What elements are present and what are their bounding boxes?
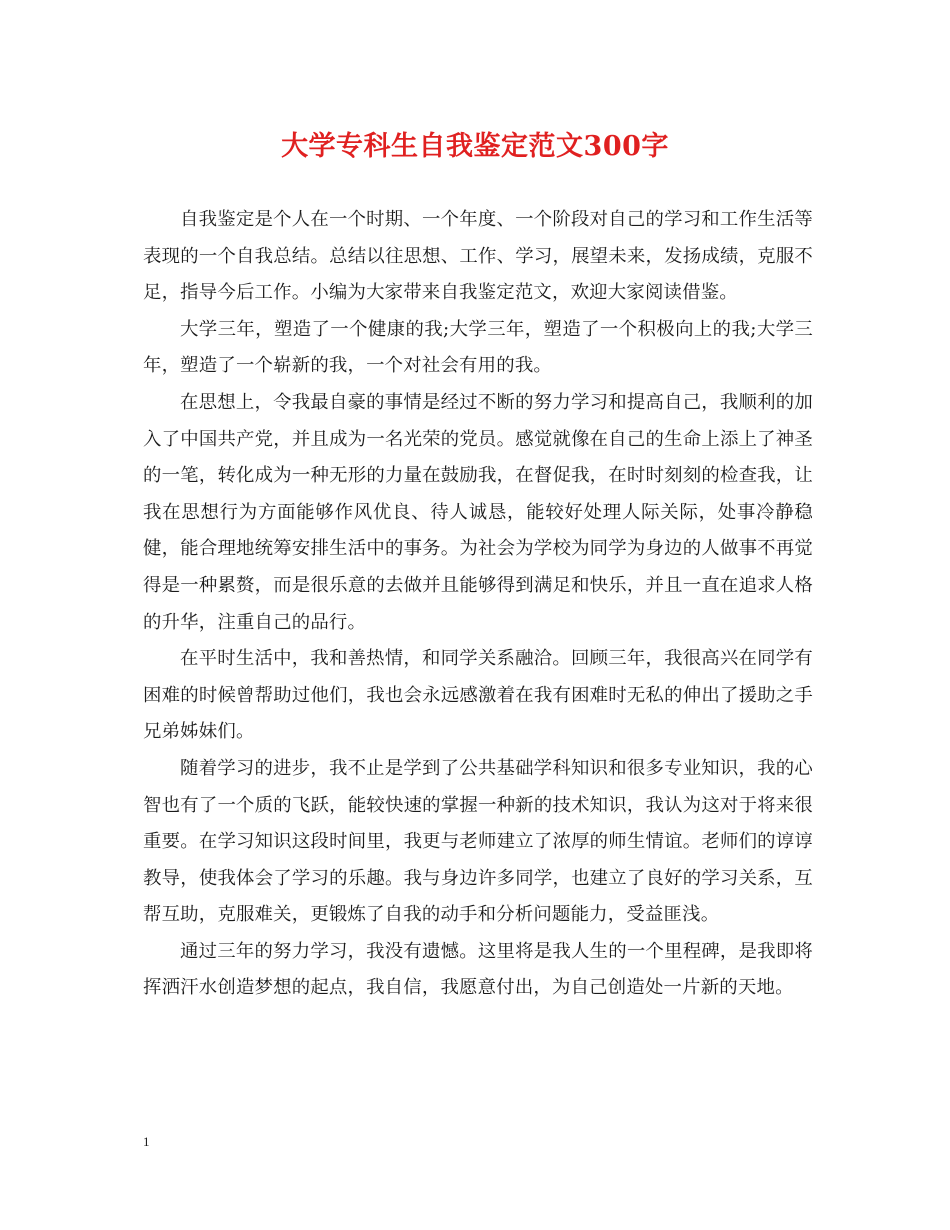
document-body bbox=[143, 202, 813, 1007]
paragraph-conclusion: 通过三年的努力学习，我没有遗憾。这里将是我人生的一个里程碑，是我即将挥洒汗水创造梦想的起点，我自信，我愿意付出，为自己创造处一片新的天地。 bbox=[143, 940, 813, 999]
paragraph-intro: 自我鉴定是个人在一个时期、一个年度、一个阶段对自己的学习和工作生活等表现的一个自我总结。总结以往思想、工作、学习，展望未来，发扬成绩，克服不足，指导今后工作。小编为大家带来自我鉴定范文，欢迎大家阅读借鉴。 bbox=[143, 209, 813, 304]
paragraph-three-years: 大学三年，塑造了一个健康的我;大学三年，塑造了一个积极向上的我;大学三年，塑造了一个崭新的我，一个对社会有用的我。 bbox=[143, 318, 813, 377]
document-title: 大学专科生自我鉴定范文300字 bbox=[281, 131, 669, 162]
paragraph-thought: 在思想上，令我最自豪的事情是经过不断的努力学习和提高自己，我顺利的加入了中国共产党，并且成为一名光荣的党员。感觉就像在自己的生命上添上了神圣的一笔，转化成为一种无形的力量在鼓励我，在督促我，在时时刻刻的检查我，让我在思想行为方面能够作风优良、待人诚恳，能较好处理人际关际，处事冷静稳健，能合理地统筹安排生活中的事务。为社会为学校为同学为身边的人做事不再觉得是一种累赘，而是很乐意的去做并且能够得到满足和快乐，并且一直在追求人格的升华，注重自己的品行。 bbox=[143, 391, 813, 633]
paragraph-study: 随着学习的进步，我不止是学到了公共基础学科知识和很多专业知识，我的心智也有了一个质的飞跃，能较快速的掌握一种新的技术知识，我认为这对于将来很重要。在学习知识这段时间里，我更与老师建立了浓厚的师生情谊。老师们的谆谆教导，使我体会了学习的乐趣。我与身边许多同学，也建立了良好的学习关系，互帮互助，克服难关，更锻炼了自我的动手和分析问题能力，受益匪浅。 bbox=[143, 757, 813, 926]
paragraph-daily-life: 在平时生活中，我和善热情，和同学关系融洽。回顾三年，我很高兴在同学有困难的时候曾帮助过他们，我也会永远感激着在我有困难时无私的伸出了援助之手兄弟姊妹们。 bbox=[143, 648, 813, 743]
page-number: 1 bbox=[143, 1134, 150, 1149]
